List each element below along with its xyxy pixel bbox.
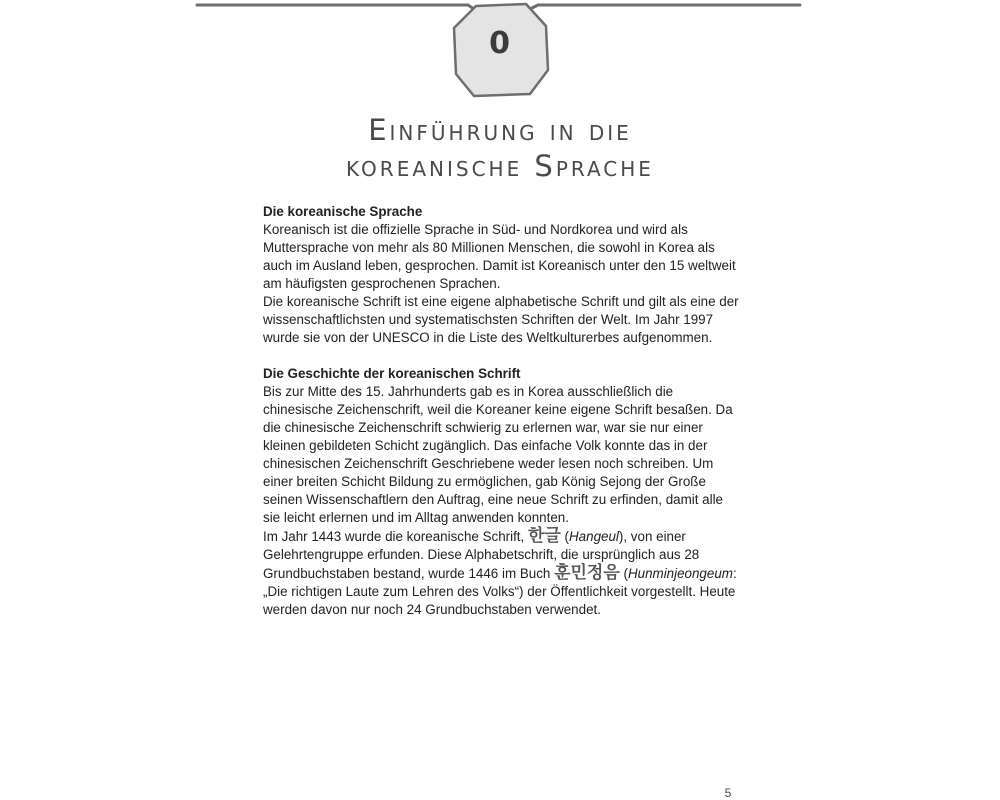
text-run: (	[560, 529, 570, 544]
text-run: ), von einer Gelehrtengruppe erfunden. Diese Alphabetschrift, die ursprünglich aus 28 Grundbuchstaben bestand, wurde 1446 im Buch	[263, 529, 700, 581]
hangul-word: 한글	[527, 526, 561, 546]
header-rule-right	[530, 5, 800, 9]
text-run: (	[619, 566, 628, 581]
paragraph: Bis zur Mitte des 15. Jahrhunderts gab es in Korea ausschließlich die chinesische Zeichenschrift, weil die Koreaner keine eigene Schrift besaßen. Da die chinesische Zeichenschrift schwierig zu erlernen war, war sie nur einer kleinen gebildeten Schicht zugänglich. Das einfache Volk konnte das in der chinesischen Zeichenschrift Geschriebene weder lesen noch schreiben. Um einer breiten Schicht Bildung zu ermöglichen, gab König Sejong der Große seinen Wissenschaftlern den Auftrag, eine neue Schrift zu erfinden, damit alle sie leicht erlernen und im Alltag anwenden konnten.	[263, 384, 733, 525]
paragraph: Die koreanische Schrift ist eine eigene alphabetische Schrift und gilt als eine der wissenschaftlichsten und systematischsten Schriften der Welt. Im Jahr 1997 wurde sie von der UNESCO in die Liste des Weltkulturerbes aufgenommen.	[263, 294, 739, 345]
header-rule-left	[197, 5, 474, 9]
chapter-number: 0	[489, 26, 511, 61]
chapter-title-line-1: Einführung in die	[368, 113, 632, 147]
text-run: Im Jahr 1443 wurde die koreanische Schrift,	[263, 529, 528, 544]
paragraph: Koreanisch ist die offizielle Sprache in Süd- und Nordkorea und wird als Muttersprache von mehr als 80 Millionen Menschen, die sowohl in Korea als auch im Ausland leben, gesprochen. Damit ist Koreanisch unter den 15 weltweit am häufigsten gesprochenen Sprachen.	[263, 222, 736, 291]
section-heading: Die Geschichte der koreanischen Schrift	[263, 366, 521, 381]
hangul-word: 훈민정음	[554, 563, 620, 583]
text-run: : „Die richtigen Laute zum Lehren des Volks“) der Öffentlichkeit vorgestellt. Heute werden davon nur noch 24 Grundbuchstaben verwendet.	[263, 566, 737, 617]
romanization: Hunminjeongeum	[627, 566, 733, 581]
paragraph	[263, 527, 743, 619]
section-spacer	[263, 347, 743, 365]
section-heading: Die koreanische Sprache	[263, 204, 423, 219]
chapter-title-line-2: koreanische Sprache	[346, 149, 654, 183]
romanization: Hangeul	[569, 529, 619, 544]
body-text	[263, 203, 743, 619]
chapter-title	[250, 112, 750, 184]
page-number: 5	[724, 786, 732, 800]
